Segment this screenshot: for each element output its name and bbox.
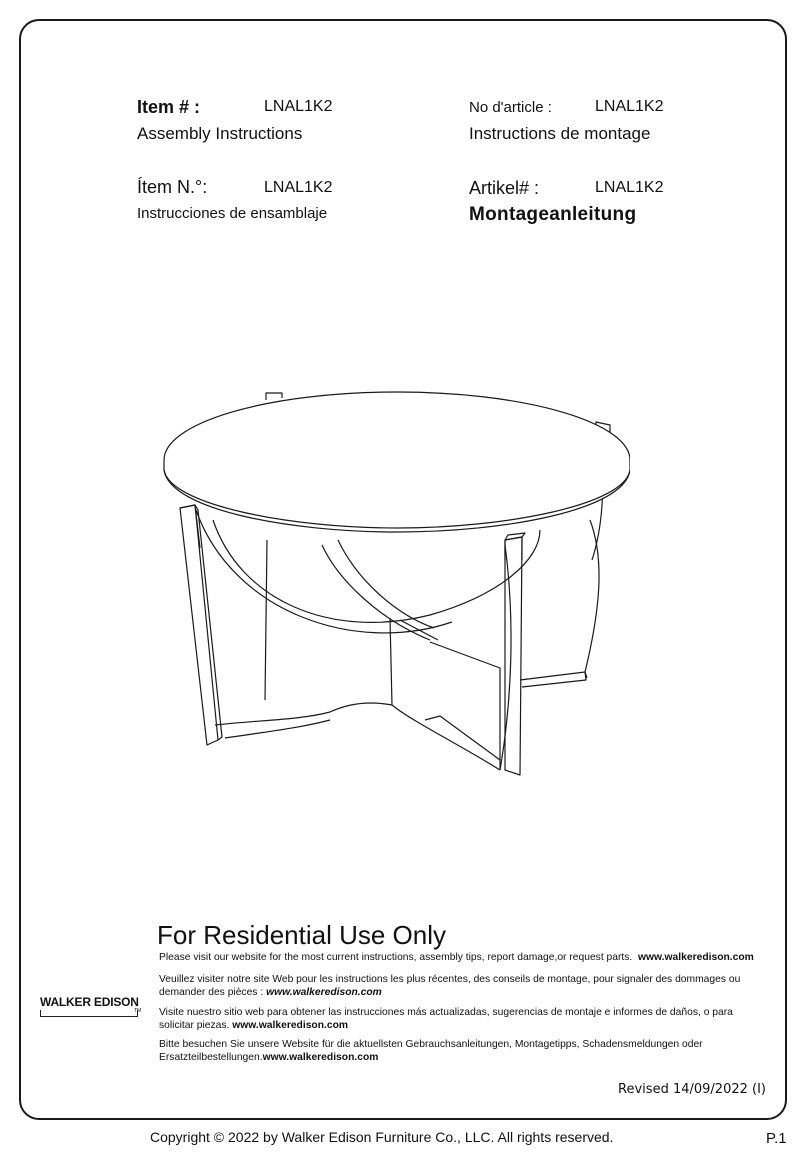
website-link-en[interactable]: www.walkeredison.com <box>638 952 754 963</box>
item-label: Item # : <box>137 97 201 117</box>
item-label-fr: No d'article : <box>469 99 552 116</box>
item-code-es: LNAL1K2 <box>264 179 333 196</box>
notice-de-text: Bitte besuchen Sie unsere Website für die aktuellsten Gebrauchsanleitungen, Montagetipps, Schadensmeldungen oder Ersatzteilbestellungen. <box>159 1039 703 1063</box>
assembly-instructions-en: Assembly Instructions <box>137 124 303 143</box>
copyright-notice: Copyright © 2022 by Walker Edison Furniture Co., LLC. All rights reserved. <box>150 1129 614 1145</box>
revision-date: Revised 14/09/2022 (I) <box>618 1082 766 1097</box>
notice-en <box>159 951 767 964</box>
item-label-de: Artikel# : <box>469 178 540 198</box>
round-coffee-table-illustration <box>150 380 630 780</box>
item-label-es: Ítem N.°: <box>137 177 208 197</box>
notice-es <box>159 1006 767 1032</box>
logo-text: WALKER EDISON <box>40 995 139 1009</box>
assembly-instructions-fr: Instructions de montage <box>469 124 651 143</box>
assembly-instructions-de: Montageanleitung <box>469 204 637 225</box>
page-number: P.1 <box>766 1130 787 1147</box>
walker-edison-logo <box>40 990 140 1020</box>
notice-es-text: Visite nuestro sitio web para obtener las instrucciones más actualizadas, sugerencias de montaje e informes de daños, o para solicitar piezas. <box>159 1007 733 1031</box>
website-link-de[interactable]: www.walkeredison.com <box>262 1052 379 1063</box>
notice-fr-text: Veuillez visiter notre site Web pour les instructions les plus récentes, des conseils de montage, pour signaler des dommages ou demander des pièces : <box>159 974 741 998</box>
trademark-mark: TM <box>134 1008 142 1014</box>
item-code: LNAL1K2 <box>264 98 333 115</box>
notice-de <box>159 1038 767 1064</box>
notice-en-text: Please visit our website for the most current instructions, assembly tips, report damage,or request parts. <box>159 952 633 963</box>
residential-use-title: For Residential Use Only <box>157 920 446 950</box>
logo-underline <box>40 1010 138 1017</box>
notice-fr <box>159 973 767 999</box>
assembly-instructions-es: Instrucciones de ensamblaje <box>137 205 328 222</box>
item-code-fr: LNAL1K2 <box>595 98 664 115</box>
website-link-es[interactable]: www.walkeredison.com <box>232 1020 349 1031</box>
website-link-fr[interactable]: www.walkeredison.com <box>266 987 382 998</box>
item-code-de: LNAL1K2 <box>595 179 664 196</box>
